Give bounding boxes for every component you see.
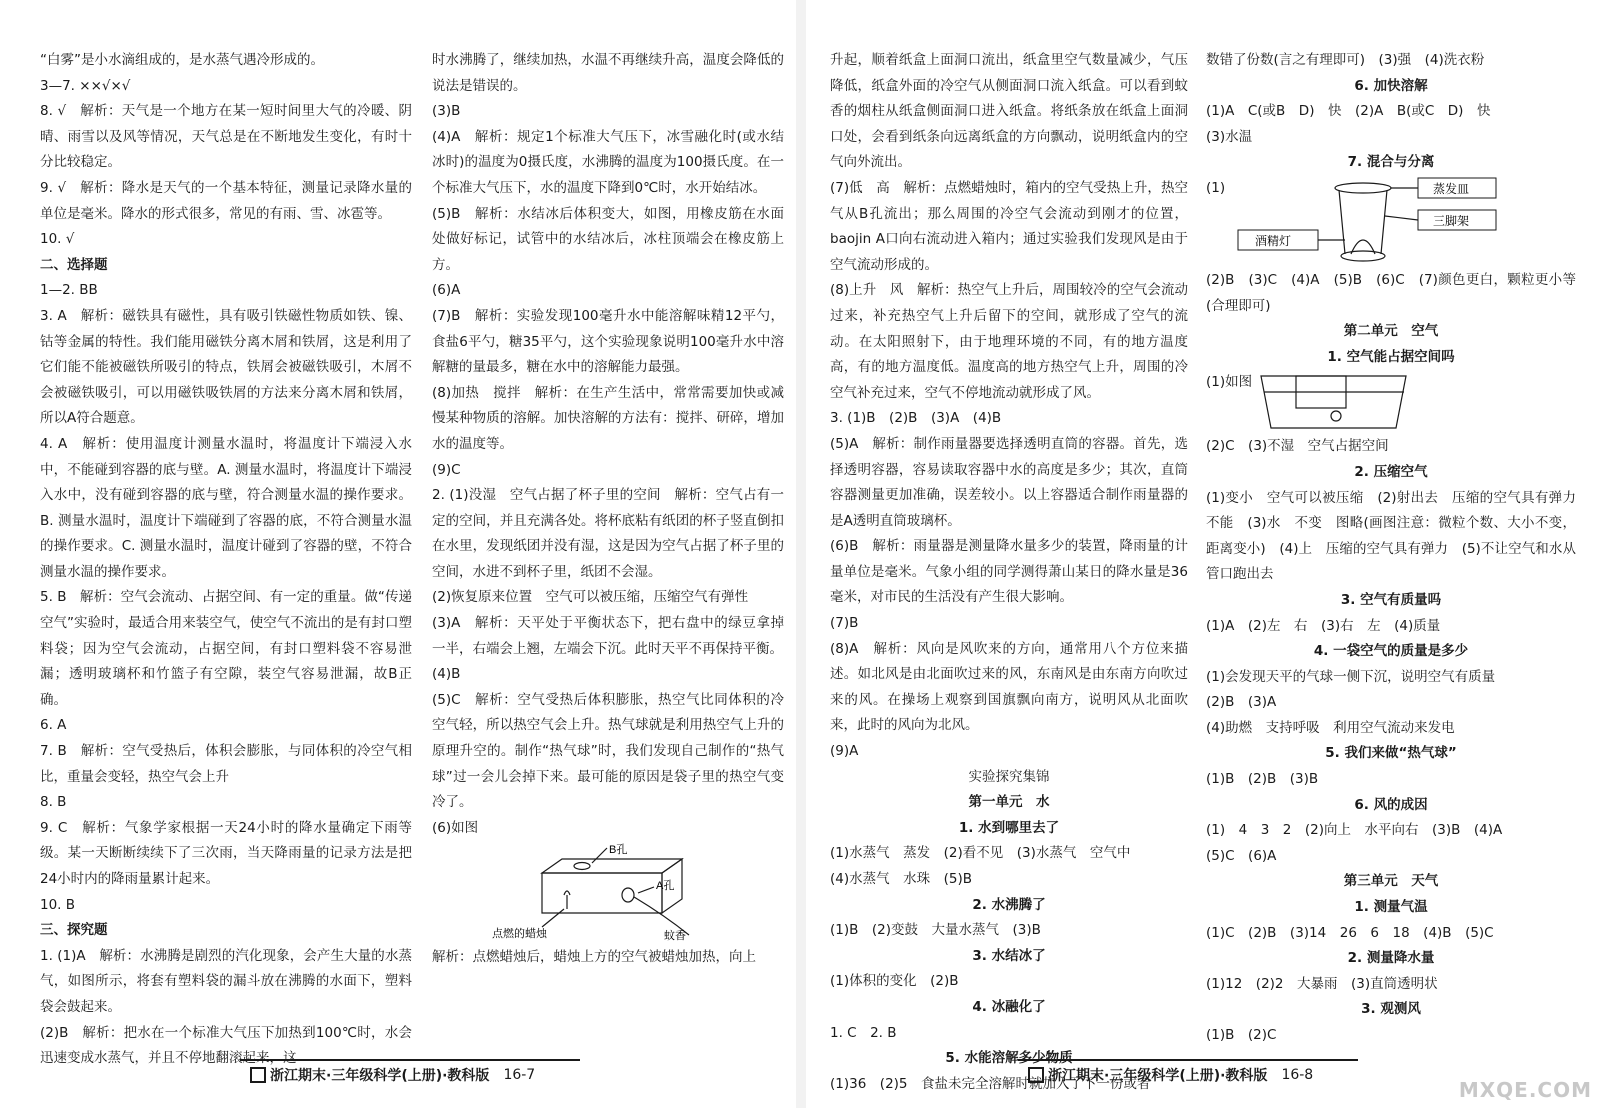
lesson-title: 2. 水沸腾了 [972, 896, 1046, 913]
answer-line: 数错了份数(言之有理即可) (3)强 (4)洗衣粉 [1206, 52, 1485, 68]
answer-line: (6)B 解析：雨量器是测量降水量多少的装置，降雨量的计量单位是毫米。气象小组的同学测得萧山某日的降水量是36毫米，对市民的生活没有产生很大影响。 [830, 538, 1188, 606]
page-gutter [796, 0, 806, 1108]
answer-line: (8)A 解析：风向是风吹来的方向，通常用八个方位来描述。如北风是由北面吹过来的风，东南风是由东南方向吹过来的风。在操场上观察到国旗飘向南方，说明风从北面吹来，此时的风向为北风。 [830, 640, 1188, 734]
answer-line: 10. B [40, 896, 76, 913]
lesson-title: 3. 空气有质量吗 [1340, 591, 1442, 608]
answer-line: (1)A C(或B D) 快 (2)A B(或C D) 快 [1206, 103, 1491, 120]
page-number: 16-8 [1281, 1067, 1314, 1083]
lesson-title: 6. 风的成因 [1354, 796, 1428, 813]
answer-line: (2)C (3)不湿 空气占据空间 [1206, 438, 1389, 455]
air-space-figure-row [1206, 370, 1576, 434]
answer-line: (4)A 解析：规定1个标准大气压下，冰雪融化时(或水结冰时)的温度为0摄氏度，水沸腾的温度为100摄氏度。在一个标准大气压下，水的温度下降到0℃时，水开始结冰。 [432, 128, 784, 196]
section-title: 实验探究集锦 [968, 768, 1050, 785]
section-heading: 二、选择题 [40, 256, 108, 273]
answer-line: (5)C (6)A [1206, 847, 1277, 864]
evaporation-figure-row [1206, 176, 1576, 268]
answer-line: 3—7. ××√×√ [40, 77, 131, 94]
answer-line: 8. √ 解析：天气是一个地方在某一短时间里大气的冷暖、阴晴、雨雪以及风等情况，天气总是在不断地发生变化，有时十分比较稳定。 [40, 103, 412, 171]
answer-line: (1)36 (2)5 食盐未完全溶解时就加入了下一份或者 [830, 1075, 1151, 1092]
answer-line: “白雾”是小水滴组成的，是水蒸气遇冷形成的。 [40, 52, 324, 68]
right-column-1 [830, 48, 1188, 1097]
answer-line: 1. C 2. B [830, 1024, 897, 1041]
answer-line: 升起，顺着纸盒上面洞口流出，纸盒里空气数量减少，气压降低，纸盒外面的冷空气从侧面洞口流入纸盒。可以看到蚊香的烟柱从纸盒侧面洞口进入纸盒。将纸条放在纸盒上面洞口处，会看到纸条向远离纸盒的方向飘动，说明纸盒内的空气向外流出。 [830, 52, 1188, 171]
lesson-title: 5. 我们来做“热气球” [1325, 745, 1457, 762]
label-alcohol-lamp: 酒精灯 [1255, 233, 1292, 248]
answer-line: 6. A [40, 717, 67, 734]
answer-line: 9. C 解析：气象学家根据一天24小时的降水量确定下雨等级。某一天断断续续下了三次雨，当天降雨量的记录方法是把24小时内的降雨量累计起来。 [40, 819, 412, 887]
answer-line: (2)恢复原来位置 空气可以被压缩，压缩空气有弹性 [432, 589, 749, 606]
answer-line: (5)A 解析：制作雨量器要选择透明直筒的容器。首先，选择透明容器，容易读取容器中水的高度是多少；其次，直筒容器测量更加准确，误差较小。以上容器适合制作雨量器的是A透明直筒玻璃杯。 [830, 435, 1188, 529]
answer-line: (1)C (2)B (3)14 26 6 18 (4)B (5)C [1206, 924, 1494, 941]
answer-line: 时水沸腾了，继续加热，水温不再继续升高，温度会降低的说法是错误的。 [432, 52, 784, 94]
footer-title: 浙江期末·三年级科学(上册)·教科版 [270, 1068, 490, 1084]
answer-line: (6)如图 [432, 819, 479, 836]
unit-title: 第二单元 空气 [1343, 323, 1439, 340]
lesson-title: 1. 水到哪里去了 [958, 819, 1060, 836]
unit-title: 第一单元 水 [968, 794, 1050, 811]
label-evaporating-dish: 蒸发皿 [1433, 181, 1470, 196]
answer-line: (1)变小 空气可以被压缩 (2)射出去 压缩的空气具有弹力 不能 (3)水 不变 图略(画图注意：微粒个数、大小不变，距离变小) (4)上 压缩的空气具有弹力 (5)不让空气和水从管口跑出去 [1206, 489, 1590, 583]
answer-line: (1)B (2)B (3)B [1206, 771, 1319, 788]
lesson-title: 3. 观测风 [1361, 1001, 1421, 1018]
watermark-text: MXQE.COM [1458, 1078, 1592, 1102]
section-heading: 三、探究题 [40, 922, 108, 939]
page-number: 16-7 [503, 1067, 536, 1083]
answer-line: 10. √ [40, 231, 75, 248]
answer-line: (8)加热 搅拌 解析：在生产生活中，常常需要加快或减慢某种物质的溶解。加快溶解的方法有：搅拌、研碎，增加水的温度等。 [432, 384, 784, 452]
footer-rule [240, 1059, 580, 1061]
wind-box-diagram [432, 843, 732, 943]
lesson-title: 1. 测量气温 [1354, 899, 1428, 916]
fig-prefix: (1)如图 [1206, 374, 1253, 391]
lesson-title: 4. 冰融化了 [972, 998, 1046, 1015]
answer-line: (8)上升 风 解析：热空气上升后，周围较冷的空气会流动过来，补充热空气上升后留下的空间，就形成了空气的流动。在太阳照射下，由于地理环境的不同，有的地方温度高，有的地方温度低。温度高的地方热空气上升，周围的冷空气补充过来，空气不停地流动就形成了风。 [830, 282, 1188, 401]
answer-line: 1—2. BB [40, 282, 98, 299]
answer-line: (1)A (2)左 右 (3)右 左 (4)质量 [1206, 617, 1441, 634]
answer-line: 3. (1)B (2)B (3)A (4)B [830, 410, 1002, 427]
answer-line: (7)低 高 解析：点燃蜡烛时，箱内的空气受热上升，热空气从B孔流出；那么周围的冷空气会流动到刚才的位置，baojin A口向右流动进入箱内；通过实验我们发现风是由于空气流动形成的。 [830, 179, 1188, 273]
left-page [0, 0, 796, 1108]
answer-line: (5)B 解析：水结冰后体积变大，如图，用橡皮筋在水面处做好标记，试管中的水结冰后，冰柱顶端会在橡皮筋上方。 [432, 205, 784, 273]
footer-title: 浙江期末·三年级科学(上册)·教科版 [1048, 1068, 1268, 1084]
answer-line: 5. B 解析：空气会流动、占据空间、有一定的重量。做“传递空气”实验时，最适合用来装空气，使空气不流出的是有封口塑料袋；因为空气会流动，占据空间，有封口塑料袋不容易泄漏；透明玻璃杯和竹篮子有空隙，装空气容易泄漏，故B正确。 [40, 589, 412, 708]
lesson-title: 7. 混合与分离 [1347, 154, 1435, 171]
answer-line: (9)A [830, 743, 859, 760]
answer-line: (1)B (2)C [1206, 1027, 1277, 1043]
answer-line: (1)B (2)变鼓 大量水蒸气 (3)B [830, 922, 1041, 939]
inverted-cup-diagram [1256, 370, 1416, 432]
answer-line: (7)B 解析：实验发现100毫升水中能溶解味精12平勺，食盐6平勺，糖35平勺，这个实验现象说明100毫升水中溶解糖的量最多，糖在水中的溶解能力最强。 [432, 307, 784, 376]
answer-line: (5)C 解析：空气受热后体积膨胀，热空气比同体积的冷空气轻，所以热空气会上升。热气球就是利用热空气上升的原理升空的。制作“热气球”时，我们发现自己制作的“热气球”过一会儿会掉下来。最可能的原因是袋子里的热空气变冷了。 [432, 691, 784, 811]
answer-line: 1. (1)A 解析：水沸腾是剧烈的汽化现象，会产生大量的水蒸气，如图所示，将套有塑料袋的漏斗放在沸腾的水面下，塑料袋会鼓起来。 [40, 947, 412, 1015]
answer-line: (1)12 (2)2 大暴雨 (3)直筒透明状 [1206, 975, 1438, 992]
fig-label-a-hole: A孔 [656, 880, 675, 893]
answer-line: (9)C [432, 461, 461, 478]
answer-line: (1)会发现天平的气球一侧下沉，说明空气有质量 [1206, 668, 1496, 685]
lesson-title: 2. 测量降水量 [1347, 950, 1435, 967]
answer-line: (3)B [432, 103, 461, 120]
answer-line: 7. B 解析：空气受热后，体积会膨胀，与同体积的冷空气相比，重量会变轻，热空气会上升 [40, 743, 412, 785]
answer-line: (4)水蒸气 水珠 (5)B [830, 871, 973, 887]
answer-line: 解析：点燃蜡烛后，蜡烛上方的空气被蜡烛加热，向上 [432, 949, 756, 966]
left-column-2 [432, 48, 784, 971]
fig-prefix: (1) [1206, 179, 1226, 196]
answer-line: 3. A 解析：磁铁具有磁性，具有吸引铁磁性物质如铁、镍、钴等金属的特性。我们能用磁铁分离木屑和铁屑，这是利用了它们能不能被磁铁所吸引的特点，铁屑会被磁铁吸引，木屑不会被磁铁吸引，可以用磁铁吸铁屑的方法来分离木屑和铁屑，所以A符合题意。 [40, 307, 412, 427]
lesson-title: 4. 一袋空气的质量是多少 [1313, 643, 1469, 660]
fig-label-incense: 蚊香 [664, 930, 686, 943]
answer-line: 9. √ 解析：降水是天气的一个基本特征，测量记录降水量的单位是毫米。降水的形式很多，常见的有雨、雪、冰雹等。 [40, 179, 412, 222]
book-logo-icon [1028, 1067, 1044, 1083]
unit-title: 第三单元 天气 [1343, 873, 1439, 890]
right-column-2 [1206, 48, 1590, 1049]
answer-line: (1)水蒸气 蒸发 (2)看不见 (3)水蒸气 空气中 [830, 845, 1131, 862]
page-footer [250, 1062, 535, 1088]
book-logo-icon [250, 1067, 266, 1083]
fig-label-candle: 点燃的蜡烛 [492, 928, 547, 941]
lesson-title: 6. 加快溶解 [1354, 77, 1428, 94]
answer-line: (3)水温 [1206, 128, 1253, 145]
lesson-title: 1. 空气能占据空间吗 [1327, 348, 1455, 365]
footer-rule [1018, 1059, 1358, 1061]
fig-label-b-hole: B孔 [609, 844, 628, 857]
answer-line: 4. A 解析：使用温度计测量水温时，将温度计下端浸入水中，不能碰到容器的底与壁。A. 测量水温时，将温度计下端浸入水中，没有碰到容器的底与壁，符合测量水温的操作要求。B. 测量水温时，温度计下端碰到了容器的底，不符合测量水温的操作要求。C. 测量水温时，温度计碰到了容器的壁，不符合测量水温的操作要求。 [40, 435, 412, 580]
evaporation-apparatus-diagram [1233, 176, 1533, 268]
answer-line: (6)A [432, 282, 461, 299]
answer-line: (2)B (3)A [1206, 694, 1277, 711]
label-tripod: 三脚架 [1433, 213, 1470, 228]
lesson-title: 3. 水结冰了 [972, 947, 1046, 964]
left-column-1 [40, 48, 412, 1072]
answer-line: (4)助燃 支持呼吸 利用空气流动来发电 [1206, 719, 1455, 736]
answer-line: 2. (1)没湿 空气占据了杯子里的空间 解析：空气占有一定的空间，并且充满各处。将杯底粘有纸团的杯子竖直倒扣在水里，发现纸团并没有湿，这是因为空气占据了杯子里的空间，水进不到杯子里，纸团不会湿。 [432, 487, 784, 580]
answer-line: (4)B [432, 666, 461, 683]
answer-line: 8. B [40, 794, 67, 811]
lesson-title: 2. 压缩空气 [1354, 463, 1428, 480]
page-footer [1028, 1062, 1313, 1088]
right-page [806, 0, 1600, 1108]
answer-line: (2)B 解析：把水在一个标准大气压下加热到100℃时，水会迅速变成水蒸气，并且不停地翻滚起来，这 [40, 1024, 412, 1067]
lesson-title: 5. 水能溶解多少物质 [945, 1050, 1073, 1067]
answer-line: (1) 4 3 2 (2)向上 水平向右 (3)B (4)A [1206, 822, 1503, 839]
answer-line: (3)A 解析：天平处于平衡状态下，把右盘中的绿豆拿掉一半，右端会上翘，左端会下沉。此时天平不再保持平衡。 [432, 615, 784, 657]
site-watermark [1430, 1040, 1600, 1108]
answer-line: (1)体积的变化 (2)B [830, 973, 959, 990]
answer-line: (7)B [830, 615, 859, 632]
answer-line: (2)B (3)C (4)A (5)B (6)C (7)颜色更白，颗粒更小等(合理即可) [1206, 271, 1576, 314]
